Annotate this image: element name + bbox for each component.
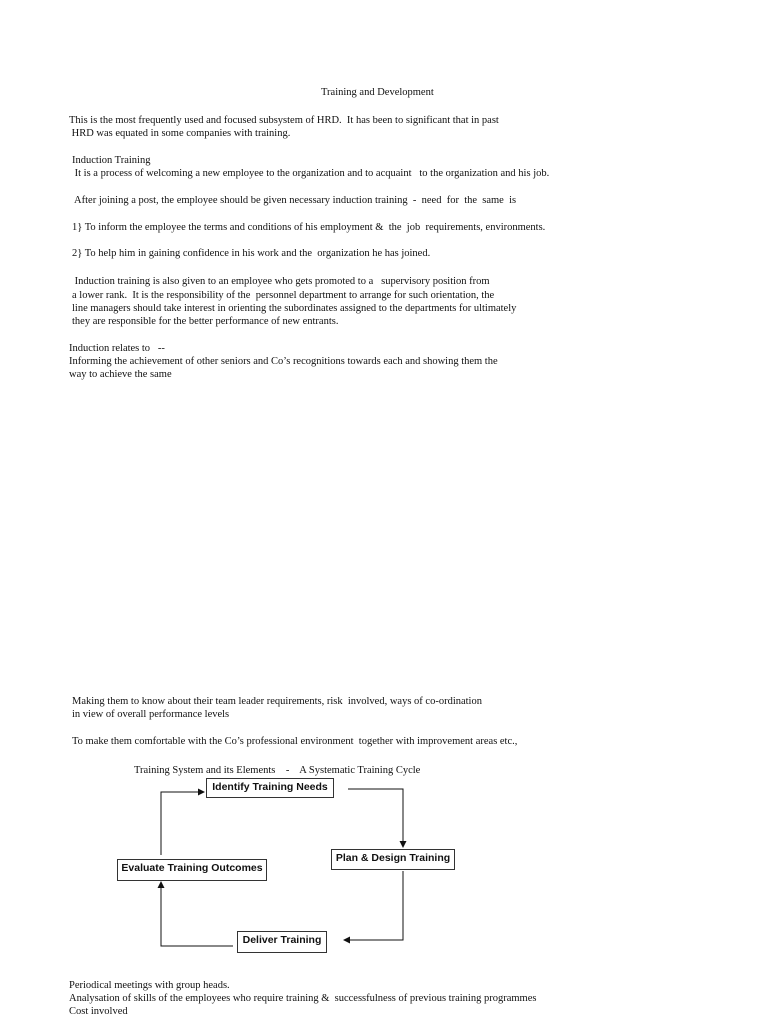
relates-to-heading: Induction relates to -- bbox=[69, 343, 165, 354]
induction-need-intro: After joining a post, the employee should be given necessary induction training - need for the same is bbox=[72, 195, 517, 206]
intro-line-1: This is the most frequently used and focused subsystem of HRD. It has been to significant that in past bbox=[69, 115, 499, 126]
footer-line-1: Periodical meetings with group heads. bbox=[69, 980, 230, 991]
promotion-line-2: a lower rank. It is the responsibility of the personnel department to arrange for such orientation, the bbox=[72, 290, 495, 301]
induction-definition: It is a process of welcoming a new employee to the organization and to acquaint to the organization and his job. bbox=[72, 168, 550, 179]
induction-point-1: 1} To inform the employee the terms and conditions of his employment & the job requirements, environments. bbox=[72, 222, 546, 233]
promotion-line-3: line managers should take interest in orienting the subordinates assigned to the departments for ultimately bbox=[72, 303, 517, 314]
induction-point-2: 2} To help him in gaining confidence in his work and the organization he has joined. bbox=[72, 248, 431, 259]
deliver-training-box: Deliver Training bbox=[237, 931, 327, 953]
relates-line-2: way to achieve the same bbox=[69, 369, 172, 380]
promotion-line-1: Induction training is also given to an employee who gets promoted to a supervisory position from bbox=[72, 276, 490, 287]
promotion-line-4: they are responsible for the better performance of new entrants. bbox=[72, 316, 339, 327]
evaluate-training-outcomes-box: Evaluate Training Outcomes bbox=[117, 859, 267, 881]
identify-training-needs-box: Identify Training Needs bbox=[206, 778, 334, 798]
arrow-deliver-to-evaluate bbox=[161, 882, 233, 946]
team-leader-line-2: in view of overall performance levels bbox=[72, 709, 230, 720]
team-leader-line-1: Making them to know about their team leader requirements, risk involved, ways of co-ordination bbox=[72, 696, 482, 707]
intro-line-2: HRD was equated in some companies with training. bbox=[69, 128, 291, 139]
footer-line-3: Cost involved bbox=[69, 1006, 128, 1017]
induction-heading: Induction Training bbox=[72, 155, 151, 166]
arrow-evaluate-to-identify bbox=[161, 792, 204, 855]
arrow-plan-to-deliver bbox=[344, 871, 403, 940]
cycle-heading: Training System and its Elements - A Systematic Training Cycle bbox=[134, 765, 421, 776]
comfort-line: To make them comfortable with the Co’s professional environment together with improvement areas etc., bbox=[72, 736, 518, 747]
relates-line-1: Informing the achievement of other seniors and Co’s recognitions towards each and showing them the bbox=[69, 356, 498, 367]
footer-line-2: Analysation of skills of the employees who require training & successfulness of previous training programmes bbox=[69, 993, 537, 1004]
arrow-identify-to-plan bbox=[348, 789, 403, 847]
document-title: Training and Development bbox=[321, 87, 434, 98]
plan-design-training-box: Plan & Design Training bbox=[331, 849, 455, 870]
